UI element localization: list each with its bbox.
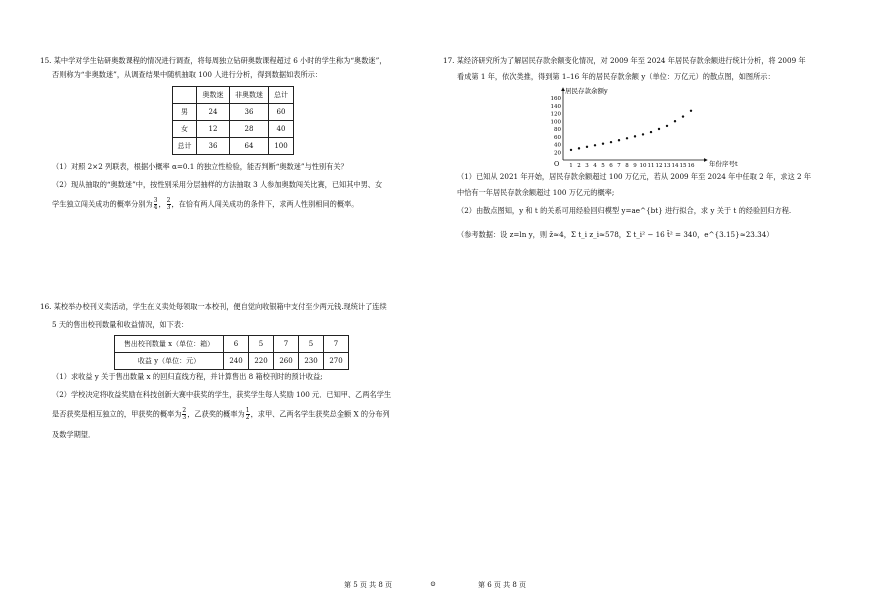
table-row bbox=[115, 353, 349, 370]
fraction-num: 3 bbox=[153, 197, 158, 204]
fraction-den: 4 bbox=[153, 204, 158, 211]
data-point bbox=[602, 143, 604, 145]
data-point bbox=[618, 139, 620, 141]
data-point bbox=[682, 115, 684, 117]
data-point bbox=[634, 135, 636, 137]
y-tick-label: 100 bbox=[550, 119, 561, 126]
fraction-num: 2 bbox=[166, 197, 171, 204]
table-row bbox=[115, 336, 349, 353]
x-tick-label: 3 bbox=[585, 163, 589, 168]
table-cell: 售出校刊数量 x（单位：箱） bbox=[115, 336, 224, 353]
table-cell: 总计 bbox=[173, 138, 197, 155]
x-tick-label: 7 bbox=[617, 163, 621, 168]
y-tick-label: 160 bbox=[550, 96, 561, 102]
table-row bbox=[173, 121, 294, 138]
data-point bbox=[570, 149, 572, 151]
fraction bbox=[182, 408, 186, 421]
y-tick-label: 20 bbox=[554, 150, 561, 157]
footer-right-page-number: 第 6 页 共 8 页 bbox=[478, 581, 527, 589]
q17-line1: 17. 某经济研究所为了解居民存款余额变化情况，对 2009 年至 2024 年居民存款余额进行统计分析，将 2009 年 bbox=[443, 56, 806, 65]
table-cell: 64 bbox=[230, 138, 269, 155]
x-axis-label: 年份序号t bbox=[709, 160, 738, 168]
fraction-num: 1 bbox=[245, 407, 250, 414]
q16-part2b bbox=[52, 408, 390, 421]
data-point bbox=[650, 131, 652, 133]
fraction-den: 2 bbox=[245, 414, 250, 421]
x-tick-label: 16 bbox=[687, 163, 695, 168]
table-cell: 非奥数迷 bbox=[230, 87, 269, 104]
x-tick-label: 5 bbox=[601, 163, 605, 168]
q15-part1: （1）对照 2×2 列联表，根据小概率 α=0.1 的独立性检验，能否判断“奥数迷”与性别有关？ bbox=[52, 162, 348, 171]
table-cell: 24 bbox=[197, 104, 230, 121]
q15-part2b-post: ，在恰有两人闯关成功的条件下，求两人性别相同的概率。 bbox=[171, 199, 359, 209]
table-cell: 5 bbox=[249, 336, 274, 353]
x-tick-label: 6 bbox=[609, 163, 613, 168]
fraction bbox=[167, 198, 171, 211]
q16-part2c: 及数学期望． bbox=[52, 430, 96, 439]
q15-part2b-pre: 学生独立闯关成功的概率分别为 bbox=[52, 199, 153, 209]
q17-part1b: 中恰有一年居民存款余额超过 100 万亿元的概率; bbox=[457, 188, 615, 197]
x-tick-label: 9 bbox=[633, 163, 637, 168]
q17-line2: 看成第 1 年，依次类推，得到第 1–16 年的居民存款余额 y（单位：万亿元）的散点图，如图所示： bbox=[457, 72, 775, 81]
scatter-chart bbox=[535, 84, 745, 168]
x-tick-label: 10 bbox=[639, 163, 647, 168]
y-tick-label: 60 bbox=[554, 134, 561, 141]
table-cell: 36 bbox=[197, 138, 230, 155]
table-cell: 5 bbox=[299, 336, 324, 353]
footer-left-page-number: 第 5 页 共 8 页 bbox=[344, 581, 393, 589]
fraction bbox=[246, 408, 250, 421]
table-cell: 总计 bbox=[269, 87, 294, 104]
q17-part2: （2）由散点图知，y 和 t 的关系可用经验回归模型 y=ae^{bt} 进行拟合，求 y 关于 t 的经验回归方程. bbox=[457, 206, 792, 215]
data-point bbox=[594, 144, 596, 146]
q16-part2b-post: ，求甲、乙两名学生获奖总金额 X 的分布列 bbox=[250, 409, 390, 419]
table-cell: 12 bbox=[197, 121, 230, 138]
table-row bbox=[173, 138, 294, 155]
table-cell: 60 bbox=[269, 104, 294, 121]
q15-table bbox=[172, 86, 294, 155]
data-point bbox=[690, 110, 692, 112]
data-point bbox=[666, 125, 668, 127]
table-cell: 女 bbox=[173, 121, 197, 138]
origin-label: O bbox=[554, 160, 560, 168]
table-cell: 260 bbox=[274, 353, 299, 370]
q15-part2a: （2）现从抽取的“奥数迷”中，按性别采用分层抽样的方法抽取 3 人参加奥数闯关比赛，已知其中男、女 bbox=[52, 180, 383, 189]
y-axis-label: 居民存款余额y bbox=[565, 87, 608, 95]
data-point bbox=[642, 133, 644, 135]
table-cell: 230 bbox=[299, 353, 324, 370]
binding-mark-icon: ⊙ bbox=[430, 580, 436, 588]
table-cell: 男 bbox=[173, 104, 197, 121]
data-point bbox=[674, 120, 676, 122]
x-tick-label: 11 bbox=[647, 163, 655, 168]
fraction-den: 3 bbox=[166, 204, 171, 211]
table-cell: 28 bbox=[230, 121, 269, 138]
table-cell: 7 bbox=[324, 336, 349, 353]
x-tick-label: 8 bbox=[625, 163, 629, 168]
fraction-den: 3 bbox=[182, 414, 187, 421]
q16-line1: 16. 某校举办校刊义卖活动，学生在义卖处每领取一本校刊，便自觉向收银箱中支付至少两元钱.现统计了连续 bbox=[40, 302, 387, 311]
x-tick-label: 13 bbox=[663, 163, 671, 168]
y-tick-label: 80 bbox=[554, 127, 561, 133]
x-tick-label: 12 bbox=[655, 163, 663, 168]
table-cell: 40 bbox=[269, 121, 294, 138]
q16-part2b-pre: 是否获奖是相互独立的，甲获奖的概率为 bbox=[52, 409, 182, 419]
y-tick-label: 140 bbox=[550, 103, 561, 110]
table-cell: 240 bbox=[224, 353, 249, 370]
q15-part2b bbox=[52, 198, 358, 211]
x-tick-label: 14 bbox=[671, 163, 679, 168]
y-tick-label: 40 bbox=[554, 142, 561, 149]
data-point bbox=[586, 146, 588, 148]
x-tick-label: 1 bbox=[569, 163, 573, 168]
table-cell bbox=[173, 87, 197, 104]
fraction-num: 2 bbox=[182, 407, 187, 414]
x-tick-label: 2 bbox=[577, 163, 581, 168]
q15-part2b-mid: ， bbox=[158, 199, 166, 209]
q17-ref: （参考数据：设 z=ln y，则 z̄≈4，Σ t_i z_i≈578，Σ t_i² − 16 t̄² = 340，e^{3.15}≈23.34） bbox=[457, 230, 774, 239]
x-tick-label: 4 bbox=[593, 163, 597, 168]
q16-table bbox=[114, 335, 349, 370]
table-cell: 7 bbox=[274, 336, 299, 353]
x-tick-label: 15 bbox=[679, 163, 687, 168]
y-tick-label: 120 bbox=[550, 111, 561, 118]
q17-part1a: （1）已知从 2021 年开始，居民存款余额超过 100 万亿元，若从 2009 年至 2024 年中任取 2 年，求这 2 年 bbox=[457, 172, 812, 181]
q16-part2b-mid: ，乙获奖的概率为 bbox=[187, 409, 245, 419]
data-point bbox=[626, 137, 628, 139]
q15-line1: 15. 某中学对学生钻研奥数课程的情况进行调查，将每周独立钻研奥数课程超过 6 小时的学生称为“奥数迷”， bbox=[40, 56, 387, 65]
table-cell: 奥数迷 bbox=[197, 87, 230, 104]
q16-line2: 5 天的售出校刊数量和收益情况，如下表： bbox=[52, 320, 189, 329]
table-cell: 220 bbox=[249, 353, 274, 370]
data-point bbox=[610, 141, 612, 143]
table-cell: 36 bbox=[230, 104, 269, 121]
table-cell: 270 bbox=[324, 353, 349, 370]
table-row bbox=[173, 104, 294, 121]
table-row bbox=[173, 87, 294, 104]
fraction bbox=[154, 198, 158, 211]
q15-line2: 否则称为“非奥数迷”，从调查结果中随机抽取 100 人进行分析，得到数据如表所示： bbox=[52, 70, 323, 79]
q16-part1: （1）求收益 y 关于售出数量 x 的回归直线方程，并计算售出 8 箱校刊时的预计收益; bbox=[52, 372, 323, 381]
data-point bbox=[658, 128, 660, 130]
data-point bbox=[578, 147, 580, 149]
table-cell: 收益 y（单位：元） bbox=[115, 353, 224, 370]
q16-part2a: （2）学校决定将收益奖励在科技创新大赛中获奖的学生，获奖学生每人奖励 100 元．已知甲、乙两名学生 bbox=[52, 390, 392, 399]
table-cell: 6 bbox=[224, 336, 249, 353]
table-cell: 100 bbox=[269, 138, 294, 155]
